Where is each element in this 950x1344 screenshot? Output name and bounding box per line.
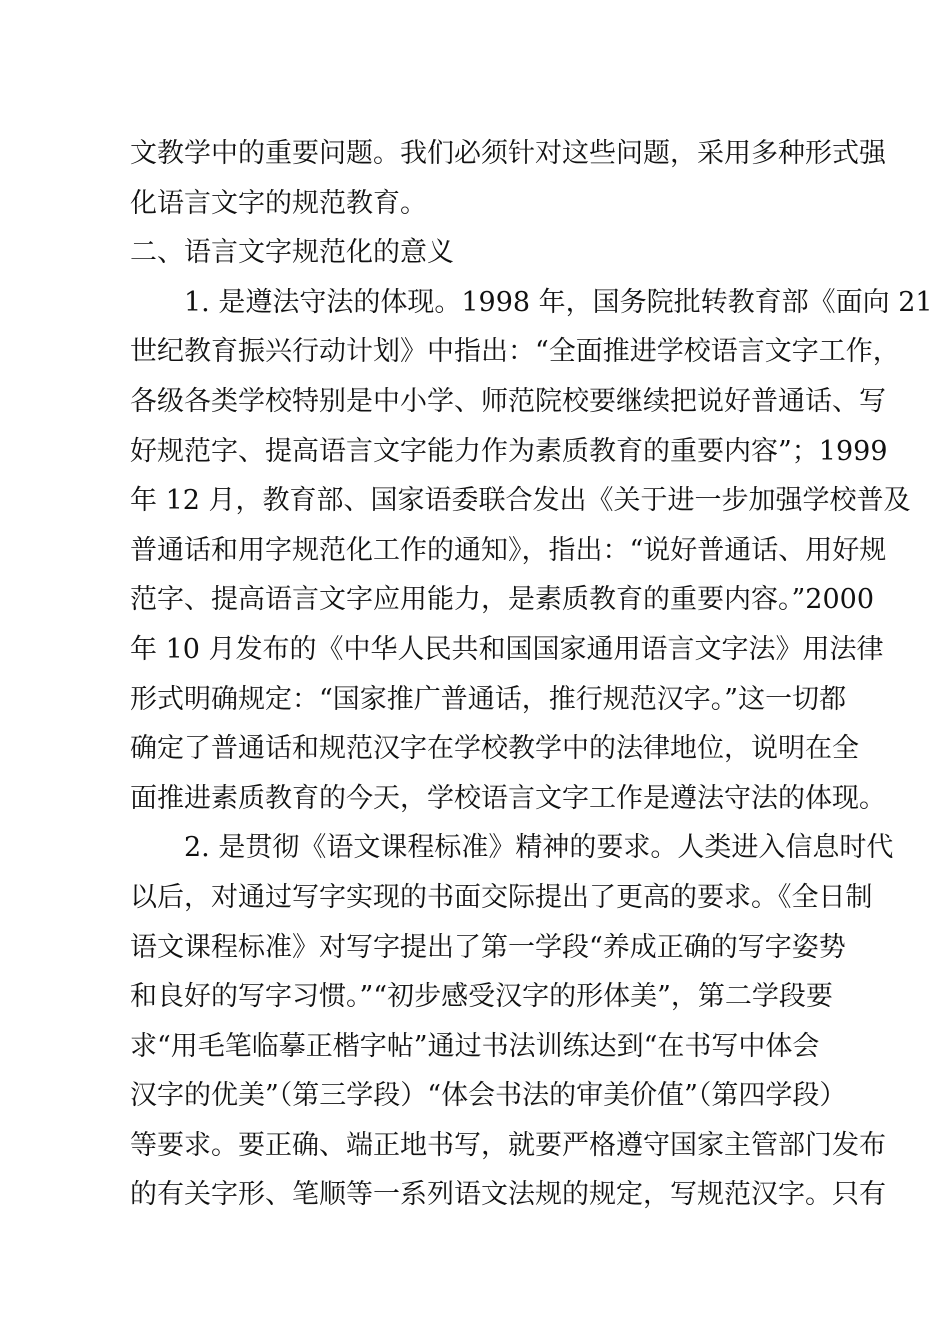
text-line: 普通话和用字规范化工作的通知》，指出：“说好普通话、用好规 — [130, 534, 887, 566]
text-line: 等要求。要正确、端正地书写，就要严格遵守国家主管部门发布 — [130, 1129, 886, 1161]
text-line: 化语言文字的规范教育。 — [130, 187, 427, 219]
text-line: 求“用毛笔临摹正楷字帖”通过书法训练达到“在书写中体会 — [130, 1030, 820, 1062]
text-line: 和良好的写字习惯。”“初步感受汉字的形体美”，第二学段要 — [130, 981, 833, 1013]
text-line: 面推进素质教育的今天，学校语言文字工作是遵法守法的体现。 — [130, 782, 886, 814]
text-line: 范字、提高语言文字应用能力，是素质教育的重要内容。”2000 — [130, 584, 875, 616]
text-line: 1. 是遵法守法的体现。1998 年，国务院批转教育部《面向 21 — [184, 286, 933, 318]
text-line: 文教学中的重要问题。我们必须针对这些问题，采用多种形式强 — [130, 138, 886, 169]
text-line: 2. 是贯彻《语文课程标准》精神的要求。人类进入信息时代 — [184, 832, 894, 864]
text-line: 的有关字形、笔顺等一系列语文法规的规定，写规范汉字。只有 — [130, 1179, 886, 1211]
text-line: 好规范字、提高语言文字能力作为素质教育的重要内容”；1999 — [130, 435, 888, 467]
text-line: 世纪教育振兴行动计划》中指出：“全面推进学校语言文字工作， — [130, 336, 900, 368]
text-line: 年 12 月，教育部、国家语委联合发出《关于进一步加强学校普及 — [130, 485, 911, 517]
text-line: 确定了普通话和规范汉字在学校教学中的法律地位，说明在全 — [130, 733, 859, 765]
body-text — [130, 129, 933, 1220]
text-line: 各级各类学校特别是中小学、师范院校要继续把说好普通话、写 — [130, 385, 886, 417]
text-line: 形式明确规定：“国家推广普通话，推行规范汉字。”这一切都 — [130, 683, 847, 715]
text-line: 汉字的优美”（第三学段）“体会书法的审美价值”（第四学段） — [130, 1080, 847, 1112]
text-line: 以后，对通过写字实现的书面交际提出了更高的要求。《全日制 — [130, 881, 873, 913]
section-heading: 二、语言文字规范化的意义 — [130, 237, 454, 269]
text-line: 年 10 月发布的《中华人民共和国国家通用语言文字法》用法律 — [130, 633, 884, 665]
text-line: 语文课程标准》对写字提出了第一学段“养成正确的写字姿势 — [130, 931, 846, 963]
